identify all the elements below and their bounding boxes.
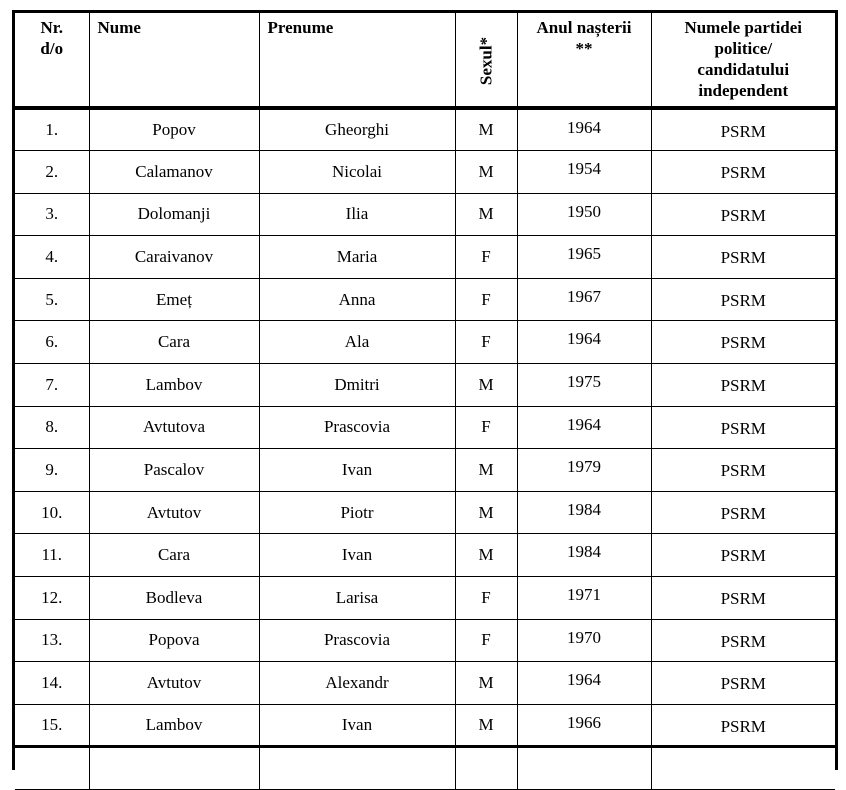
cell-an: 1964 [517, 321, 651, 364]
cell-sex: M [455, 364, 517, 407]
table-row [15, 491, 835, 534]
cell-nume: Bodleva [89, 577, 259, 620]
table-row [15, 577, 835, 620]
table-row [15, 193, 835, 236]
empty-cell [651, 747, 835, 790]
cell-sex: F [455, 406, 517, 449]
cell-partid: PSRM [651, 662, 835, 705]
table-row [15, 236, 835, 279]
header-nr [15, 13, 89, 108]
header-nume: Nume [89, 13, 259, 108]
cell-sex: M [455, 704, 517, 747]
cell-nr: 7. [15, 364, 89, 407]
cell-nr: 11. [15, 534, 89, 577]
table-header-row [15, 13, 835, 108]
cell-sex: M [455, 534, 517, 577]
cell-nr: 1. [15, 108, 89, 151]
cell-sex: M [455, 491, 517, 534]
cell-prenume: Nicolai [259, 151, 455, 194]
cell-nr: 6. [15, 321, 89, 364]
cell-partid: PSRM [651, 278, 835, 321]
cell-nr: 5. [15, 278, 89, 321]
empty-cell [89, 747, 259, 790]
cell-an: 1970 [517, 619, 651, 662]
cell-nume: Calamanov [89, 151, 259, 194]
cell-prenume: Dmitri [259, 364, 455, 407]
cell-an: 1954 [517, 151, 651, 194]
cell-sex: F [455, 236, 517, 279]
cell-prenume: Alexandr [259, 662, 455, 705]
cell-partid: PSRM [651, 704, 835, 747]
table-row [15, 619, 835, 662]
cell-partid: PSRM [651, 406, 835, 449]
header-partid-line: politice/ [714, 39, 773, 58]
header-sexul-label: Sexul* [476, 36, 496, 86]
cell-prenume: Gheorghi [259, 108, 455, 151]
cell-nume: Lambov [89, 364, 259, 407]
cell-sex: M [455, 108, 517, 151]
cell-an: 1971 [517, 577, 651, 620]
empty-cell [517, 747, 651, 790]
cell-nr: 10. [15, 491, 89, 534]
cell-partid: PSRM [651, 619, 835, 662]
cell-prenume: Ilia [259, 193, 455, 236]
cell-nume: Cara [89, 534, 259, 577]
cell-prenume: Maria [259, 236, 455, 279]
cell-partid: PSRM [651, 364, 835, 407]
header-nr-line: d/o [40, 39, 64, 58]
cell-nume: Pascalov [89, 449, 259, 492]
header-nr-line: Nr. [40, 18, 63, 37]
cell-an: 1967 [517, 278, 651, 321]
cell-an: 1966 [517, 704, 651, 747]
cell-prenume: Ivan [259, 534, 455, 577]
table-row [15, 278, 835, 321]
cell-nume: Popova [89, 619, 259, 662]
cell-an: 1964 [517, 662, 651, 705]
header-prenume: Prenume [259, 13, 455, 108]
cell-sex: M [455, 193, 517, 236]
cell-prenume: Prascovia [259, 619, 455, 662]
cell-an: 1950 [517, 193, 651, 236]
cell-nume: Avtutova [89, 406, 259, 449]
cell-nume: Lambov [89, 704, 259, 747]
cell-sex: M [455, 449, 517, 492]
table-row [15, 151, 835, 194]
empty-cell [259, 747, 455, 790]
cell-prenume: Anna [259, 278, 455, 321]
table-row [15, 364, 835, 407]
table-row [15, 534, 835, 577]
cell-sex: M [455, 662, 517, 705]
cell-prenume: Ala [259, 321, 455, 364]
cell-sex: F [455, 321, 517, 364]
header-partid-line: Numele partidei [684, 18, 803, 37]
candidates-table-frame [12, 10, 838, 770]
candidates-table [15, 13, 835, 790]
header-anul-line: Anul nașterii [536, 18, 632, 37]
cell-nume: Popov [89, 108, 259, 151]
cell-partid: PSRM [651, 491, 835, 534]
empty-cell [15, 747, 89, 790]
cell-an: 1964 [517, 108, 651, 151]
header-partid-line: candidatului [697, 60, 790, 79]
cell-nr: 2. [15, 151, 89, 194]
table-row [15, 662, 835, 705]
table-row [15, 321, 835, 364]
cell-nr: 14. [15, 662, 89, 705]
table-row [15, 406, 835, 449]
cell-sex: F [455, 619, 517, 662]
cell-partid: PSRM [651, 236, 835, 279]
cell-partid: PSRM [651, 534, 835, 577]
cell-prenume: Prascovia [259, 406, 455, 449]
cell-nr: 15. [15, 704, 89, 747]
header-partid-line: independent [698, 81, 789, 100]
cell-sex: F [455, 577, 517, 620]
cell-nume: Cara [89, 321, 259, 364]
cell-nume: Avtutov [89, 491, 259, 534]
cell-prenume: Piotr [259, 491, 455, 534]
cell-an: 1975 [517, 364, 651, 407]
cell-nume: Dolomanji [89, 193, 259, 236]
cell-an: 1964 [517, 406, 651, 449]
cell-sex: M [455, 151, 517, 194]
cell-an: 1984 [517, 491, 651, 534]
cell-nr: 8. [15, 406, 89, 449]
cell-nr: 4. [15, 236, 89, 279]
cell-nr: 13. [15, 619, 89, 662]
header-anul-line: ** [575, 39, 593, 58]
cell-partid: PSRM [651, 321, 835, 364]
cell-partid: PSRM [651, 577, 835, 620]
header-sexul [455, 13, 517, 108]
table-continuation-row [15, 747, 835, 790]
cell-nr: 3. [15, 193, 89, 236]
cell-partid: PSRM [651, 108, 835, 151]
cell-sex: F [455, 278, 517, 321]
header-anul [517, 13, 651, 108]
cell-nr: 9. [15, 449, 89, 492]
cell-prenume: Ivan [259, 704, 455, 747]
table-row [15, 108, 835, 151]
cell-partid: PSRM [651, 193, 835, 236]
empty-cell [455, 747, 517, 790]
cell-nume: Caraivanov [89, 236, 259, 279]
cell-prenume: Larisa [259, 577, 455, 620]
cell-nume: Emeț [89, 278, 259, 321]
cell-nume: Avtutov [89, 662, 259, 705]
cell-an: 1965 [517, 236, 651, 279]
cell-prenume: Ivan [259, 449, 455, 492]
cell-an: 1979 [517, 449, 651, 492]
cell-partid: PSRM [651, 449, 835, 492]
table-row [15, 449, 835, 492]
cell-nr: 12. [15, 577, 89, 620]
cell-partid: PSRM [651, 151, 835, 194]
cell-an: 1984 [517, 534, 651, 577]
header-partid [651, 13, 835, 108]
table-row [15, 704, 835, 747]
